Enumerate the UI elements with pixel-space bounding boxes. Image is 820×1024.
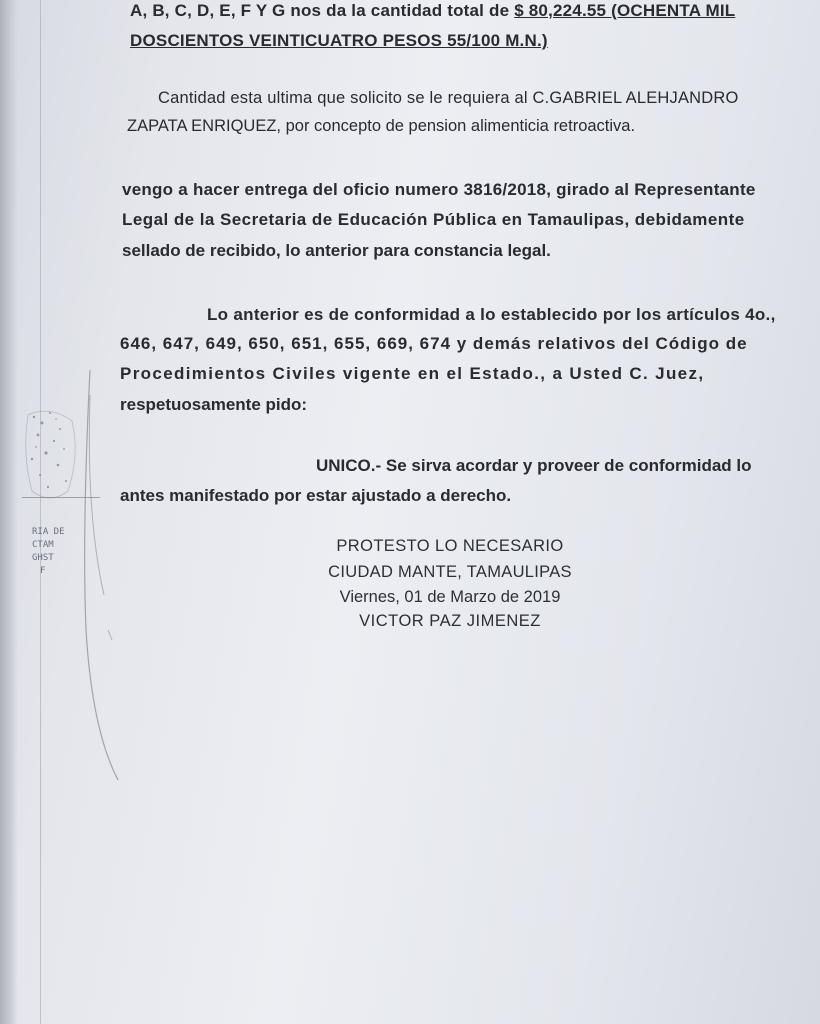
request-paragraph-line-1: Cantidad esta ultima que solicito se le requiera al C.GABRIEL ALEHJANDRO	[158, 89, 739, 107]
stamp-text-line-3: GHST	[32, 553, 54, 563]
petition-line-2: antes manifestado por estar ajustado a derecho.	[120, 486, 512, 505]
amount-paragraph-line-2: DOSCIENTOS VEINTICUATRO PESOS 55/100 M.N.)	[130, 31, 548, 50]
stamp-text-line-1: RIA DE	[32, 527, 65, 537]
delivery-paragraph-line-2: Legal de la Secretaria de Educación Pública en Tamaulipas, debidamente	[122, 210, 745, 229]
closing-signer-name: VICTOR PAZ JIMENEZ	[359, 612, 541, 630]
amount-paragraph-line-1	[130, 1, 735, 21]
closing-protest: PROTESTO LO NECESARIO	[336, 537, 564, 555]
legal-basis-line-1: Lo anterior es de conformidad a lo establecido por los artículos 4o.,	[207, 305, 776, 324]
closing-date: Viernes, 01 de Marzo de 2019	[339, 588, 561, 606]
stamp-text-line-4: F	[40, 566, 46, 576]
delivery-paragraph-line-1: vengo a hacer entrega del oficio numero 3816/2018, girado al Representante	[122, 180, 756, 199]
stamp-text-line-2: CTAM	[32, 540, 54, 550]
margin-pen-stroke	[60, 370, 140, 800]
delivery-paragraph-line-3: sellado de recibido, lo anterior para constancia legal.	[122, 241, 551, 260]
page-left-shadow	[0, 0, 18, 1024]
amount-intro-text: A, B, C, D, E, F Y G nos da la cantidad total de	[130, 1, 515, 20]
legal-basis-line-3: Procedimientos Civiles vigente en el Estado., a Usted C. Juez,	[120, 364, 705, 383]
legal-basis-line-2: 646, 647, 649, 650, 651, 655, 669, 674 y demás relativos del Código de	[120, 334, 748, 353]
closing-city: CIUDAD MANTE, TAMAULIPAS	[328, 563, 572, 581]
legal-basis-line-4: respetuosamente pido:	[120, 395, 308, 414]
request-paragraph-line-2: ZAPATA ENRIQUEZ, por concepto de pension alimenticia retroactiva.	[127, 117, 636, 135]
petition-line-1: UNICO.- Se sirva acordar y proveer de conformidad lo	[316, 456, 752, 475]
amount-value-text: $ 80,224.55 (OCHENTA MIL	[514, 1, 736, 20]
